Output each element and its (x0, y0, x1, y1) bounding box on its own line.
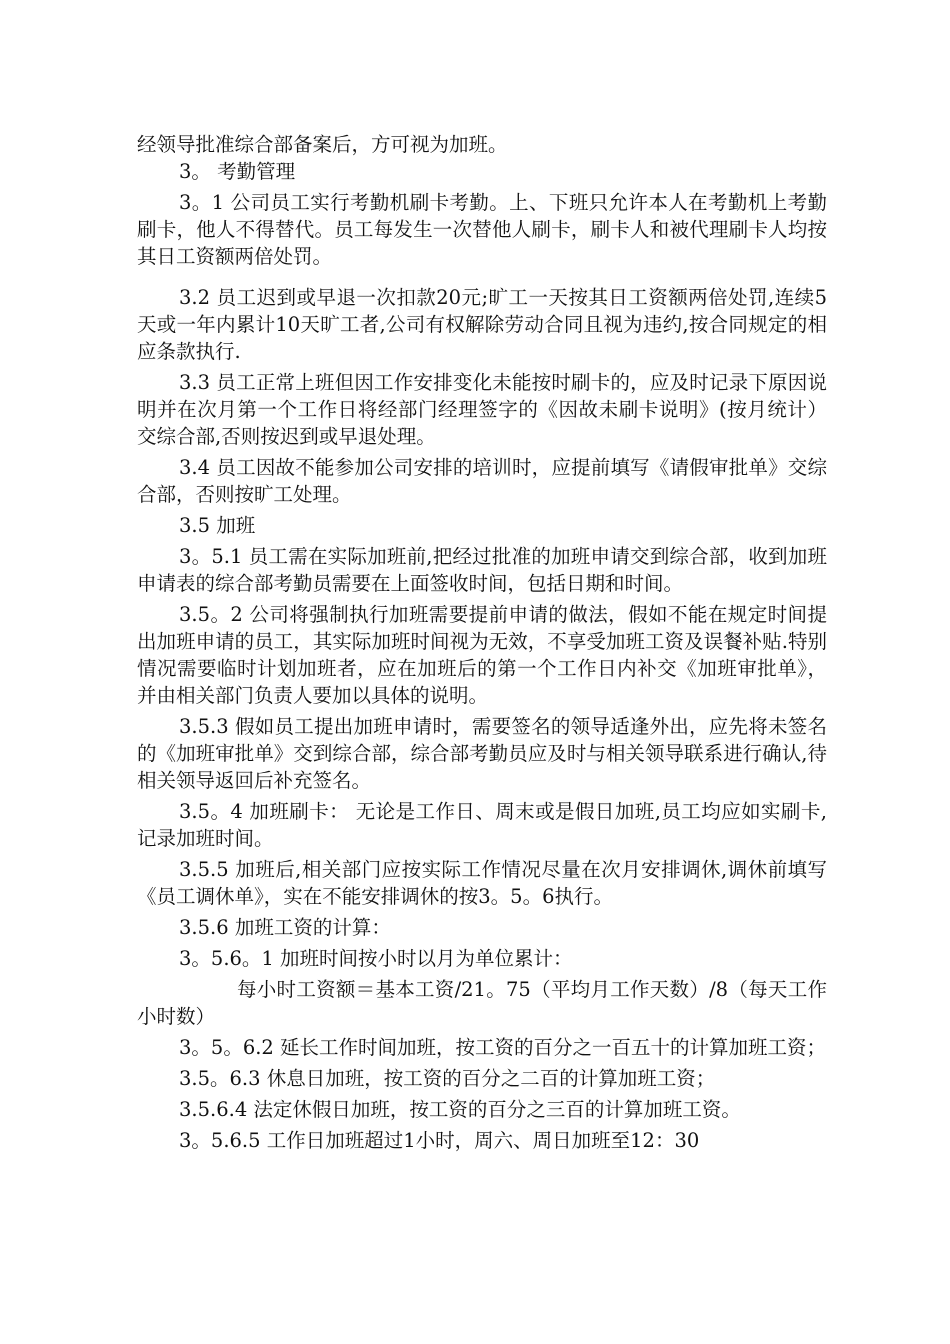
paragraph: 3.4 员工因故不能参加公司安排的培训时，应提前填写《请假审批单》交综合部，否则按旷工处理。 (137, 456, 827, 506)
paragraph: 3.5.6 加班工资的计算： (179, 916, 391, 939)
paragraph: 3.5。2 公司将强制执行加班需要提前申请的做法，假如不能在规定时间提出加班申请的员工，其实际加班时间视为无效，不享受加班工资及误餐补贴.特别情况需要临时计划加班者，应在加班后的第一个工作日内补交《加班审批单》，并由相关部门负责人要加以具体的说明。 (137, 603, 827, 707)
paragraph: 3.5。4 加班刷卡： 无论是工作日、周末或是假日加班,员工均应如实刷卡,记录加班时间。 (137, 800, 827, 850)
paragraph: 3。1 公司员工实行考勤机刷卡考勤。上、下班只允许本人在考勤机上考勤刷卡，他人不得替代。员工每发生一次替他人刷卡，刷卡人和被代理刷卡人均按其日工资额两倍处罚。 (137, 191, 827, 268)
paragraph: 3.3 员工正常上班但因工作安排变化未能按时刷卡的，应及时记录下原因说明并在次月第一个工作日将经部门经理签字的《因故未刷卡说明》(按月统计）交综合部,否则按迟到或早退处理。 (137, 371, 827, 448)
section-heading: 3.5 加班 (179, 514, 256, 537)
formula-paragraph: 每小时工资额＝基本工资/21。75（平均月工作天数）/8（每天工作小时数） (137, 978, 827, 1028)
document-body (137, 131, 827, 1154)
paragraph: 3.5.5 加班后,相关部门应按实际工作情况尽量在次月安排调休,调休前填写《员工调休单》，实在不能安排调休的按3。5。6执行。 (137, 858, 827, 908)
section-heading: 3。 考勤管理 (179, 160, 296, 183)
paragraph: 3.2 员工迟到或早退一次扣款20元;旷工一天按其日工资额两倍处罚,连续5天或一年内累计10天旷工者,公司有权解除劳动合同且视为违约,按合同规定的相应条款执行. (137, 286, 827, 363)
paragraph: 经领导批准综合部备案后，方可视为加班。 (137, 133, 508, 156)
paragraph: 3.5.3 假如员工提出加班申请时，需要签名的领导适逢外出，应先将未签名的《加班审批单》交到综合部，综合部考勤员应及时与相关领导联系进行确认,待相关领导返回后补充签名。 (137, 715, 827, 792)
paragraph: 3.5.6.4 法定休假日加班，按工资的百分之三百的计算加班工资。 (179, 1098, 741, 1121)
paragraph: 3.5。6.3 休息日加班，按工资的百分之二百的计算加班工资； (179, 1067, 716, 1090)
paragraph: 3。5。6.2 延长工作时间加班，按工资的百分之一百五十的计算加班工资； (179, 1036, 827, 1059)
paragraph: 3。5.6.5 工作日加班超过1小时，周六、周日加班至12：30 (179, 1129, 700, 1152)
paragraph: 3。5.1 员工需在实际加班前,把经过批准的加班申请交到综合部，收到加班申请表的综合部考勤员需要在上面签收时间，包括日期和时间。 (137, 545, 827, 595)
paragraph: 3。5.6。1 加班时间按小时以月为单位累计： (179, 947, 573, 970)
